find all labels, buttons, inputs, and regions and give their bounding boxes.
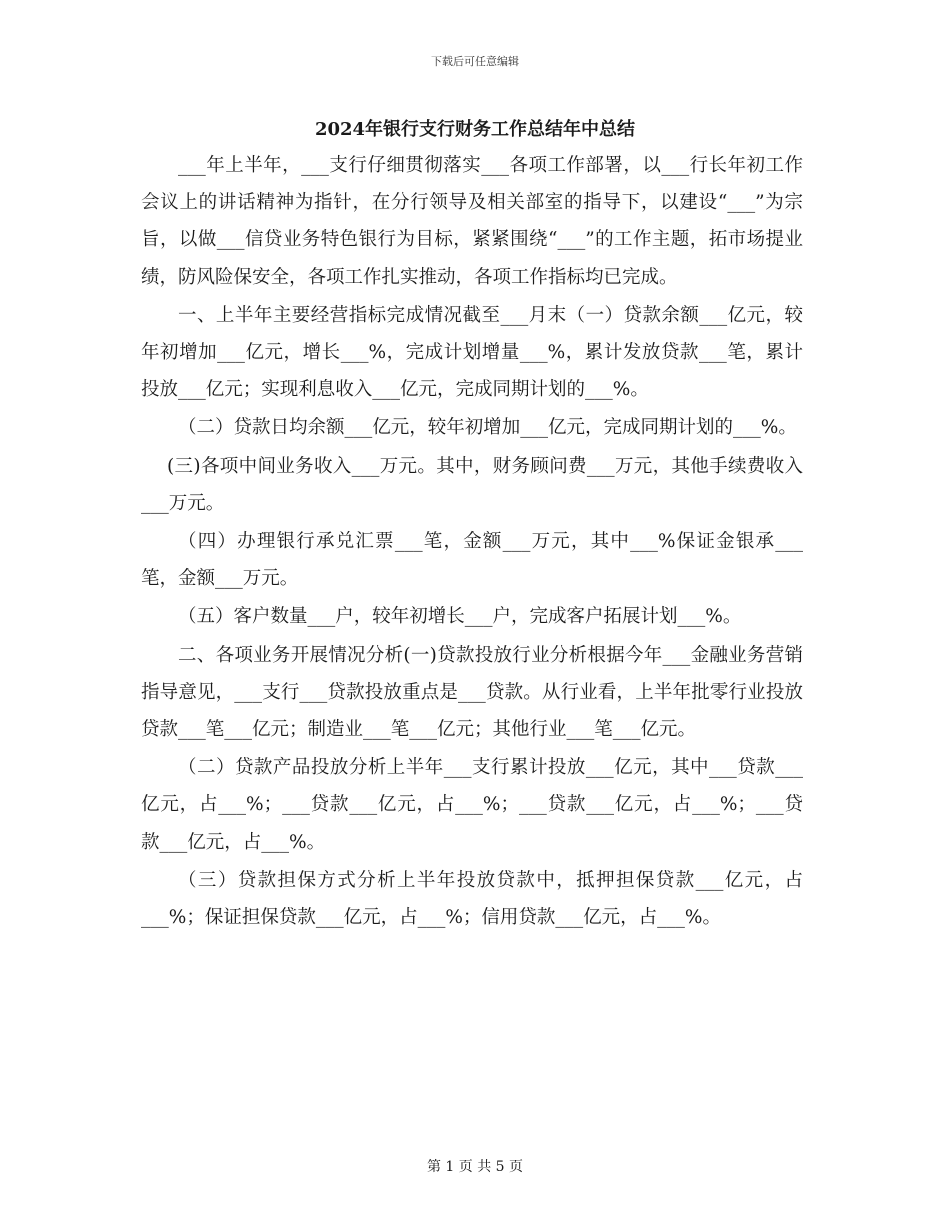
document-title: 2024年银行支行财务工作总结年中总结 xyxy=(314,119,636,140)
page-header-note: 下载后可任意编辑 xyxy=(431,55,519,68)
page-indicator: 第 1 页 共 5 页 xyxy=(426,1159,524,1175)
paragraph-item-4: （四）办理银行承兑汇票___笔，金额___万元，其中___%保证金银承___笔，金额___万元。 xyxy=(141,531,803,590)
paragraph-item-2: （二）贷款日均余额___亿元，较年初增加___亿元，完成同期计划的___%。 xyxy=(178,417,797,439)
document-body xyxy=(141,147,803,937)
paragraph-guarantee-analysis: （三）贷款担保方式分析上半年投放贷款中，抵押担保贷款___亿元，占___%；保证担保贷款___亿元，占___%；信用贷款___亿元，占___%。 xyxy=(141,869,803,929)
paragraph-intro: ___年上半年，___支行仔细贯彻落实___各项工作部署，以___行长年初工作会议上的讲话精神为指针，在分行领导及相关部室的指导下，以建设“___”为宗旨，以做___信贷业务特色银行为目标，紧紧围绕“___”的工作主题，拓市场提业绩，防风险保安全，各项工作扎实推动，各项工作指标均已完成。 xyxy=(141,155,803,288)
paragraph-item-3: (三)各项中间业务收入___万元。其中，财务顾问费___万元，其他手续费收入___万元。 xyxy=(141,455,803,514)
paragraph-section-1: 一、上半年主要经营指标完成情况截至___月末（一）贷款余额___亿元，较年初增加___亿元，增长___%，完成计划增量___%，累计发放贷款___笔，累计投放___亿元；实现利息收入___亿元，完成同期计划的___%。 xyxy=(141,304,803,401)
paragraph-section-2: 二、各项业务开展情况分析(一)贷款投放行业分析根据今年___金融业务营销指导意见，___支行___贷款投放重点是___贷款。从行业看，上半年批零行业投放贷款___笔___亿元；制造业___笔___亿元；其他行业___笔___亿元。 xyxy=(141,644,803,741)
paragraph-item-5: （五）客户数量___户，较年初增长___户，完成客户拓展计划___%。 xyxy=(178,606,742,628)
paragraph-product-analysis: （二）贷款产品投放分析上半年___支行累计投放___亿元，其中___贷款___亿元，占___%；___贷款___亿元，占___%；___贷款___亿元，占___%；___贷款___亿元，占___%。 xyxy=(141,757,803,853)
